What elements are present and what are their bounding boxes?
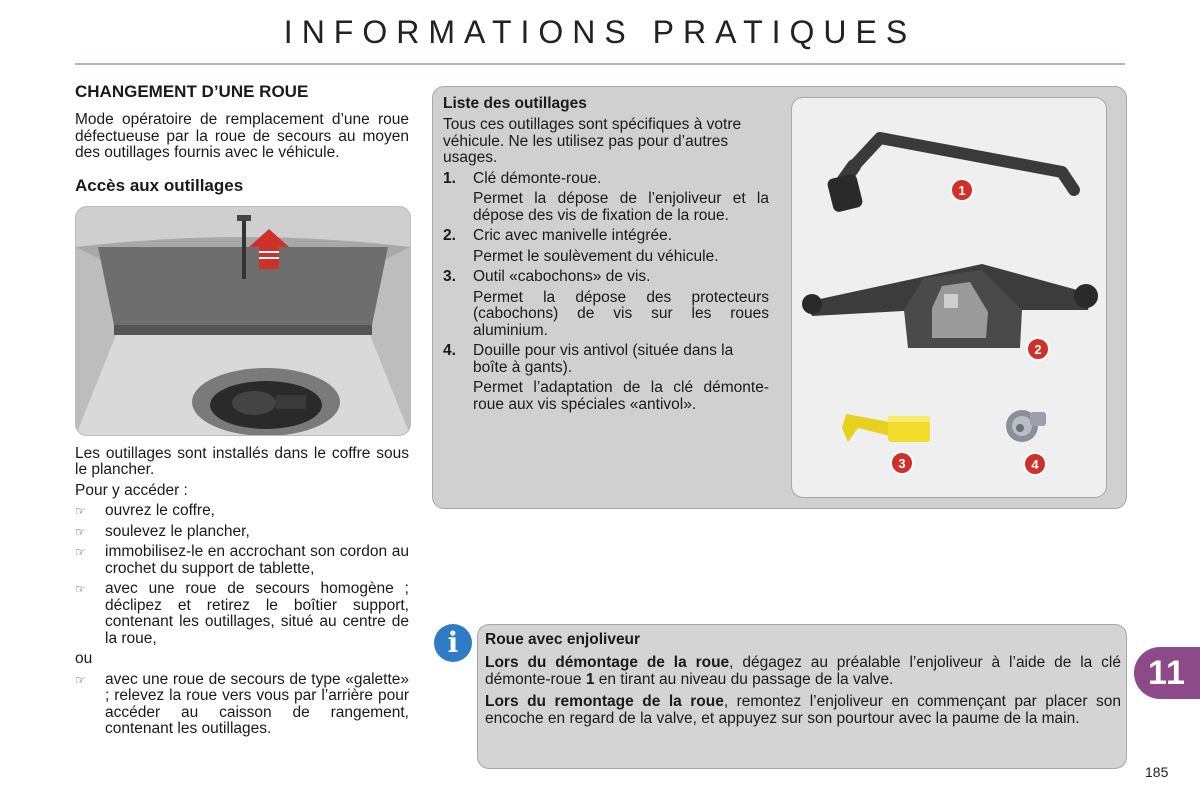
pointing-hand-icon: ☞: [75, 672, 86, 687]
section-title: CHANGEMENT D’UNE ROUE: [75, 82, 309, 101]
svg-text:3: 3: [898, 456, 906, 471]
tools-heading: Liste des outillages: [443, 95, 587, 112]
chapter-tab[interactable]: 11: [1134, 647, 1200, 699]
tools-panel: [432, 86, 1127, 509]
tools-intro: Tous ces outillages sont spécifiques à votre véhicule. Ne les utilisez pas pour d’autres usages.: [443, 116, 742, 166]
tools-list: [443, 95, 769, 417]
access-steps: [75, 503, 409, 647]
info-paragraph-refit: Lors du remontage de la roue, remontez l’enjoliveur en commençant par placer son encoche en regard de la valve, et appuyez sur son pourtour avec la paume de la main.: [485, 693, 1121, 727]
info-title: Roue avec enjoliveur: [485, 631, 641, 648]
list-item: ☞ soulevez le plancher,: [75, 522, 250, 540]
header-divider: [75, 63, 1125, 65]
marker-4: [1024, 453, 1046, 475]
intro-paragraph: Mode opératoire de remplacement d’une roue défectueuse par la roue de secours au moyen des outillages fournis avec le véhicule.: [75, 111, 409, 161]
tool-name: Douille pour vis antivol (située dans la boîte à gants).: [473, 342, 734, 376]
tool-description: Permet la dépose de l’enjoliveur et la dépose des vis de fixation de la roue.: [473, 190, 769, 224]
cap-tool-icon: [842, 414, 930, 442]
marker-3: [891, 452, 913, 474]
tool-number: 2.: [443, 227, 456, 244]
access-subtitle: Accès aux outillages: [75, 175, 244, 195]
info-panel: [477, 624, 1127, 769]
tool-description: Permet la dépose des protecteurs (cabochons) de vis sur les roues aluminium.: [473, 288, 769, 339]
page-header-title: INFORMATIONS PRATIQUES: [283, 14, 917, 50]
tool-description: Permet l’adaptation de la clé démonte-roue aux vis spéciales «antivol».: [473, 379, 769, 413]
socket-icon: [1006, 410, 1046, 442]
tool-description: Permet le soulèvement du véhicule.: [473, 247, 719, 265]
pointing-hand-icon: ☞: [75, 524, 86, 539]
installed-text: Les outillages sont installés dans le coffre sous le plancher.: [75, 444, 409, 478]
wheel-brace-icon: [826, 138, 1074, 213]
svg-text:2: 2: [1034, 342, 1042, 357]
tool-number: 3.: [443, 268, 456, 285]
svg-text:1: 1: [958, 183, 966, 198]
list-item: ☞ avec une roue de secours homogène ; déclipez et retirez le boîtier support, contenant les outillages, situé au centre de la roue,: [75, 580, 409, 647]
marker-1: [951, 179, 973, 201]
marker-2: [1027, 338, 1049, 360]
tool-item: [443, 343, 769, 413]
tool-item: [443, 171, 769, 225]
pointing-hand-icon: ☞: [75, 582, 86, 596]
tool-name: Outil «cabochons» de vis.: [473, 268, 651, 285]
info-paragraph-removal: Lors du démontage de la roue, dégagez au préalable l’enjoliveur à l’aide de la clé démonte-roue 1 en tirant au niveau du passage de la valve.: [485, 654, 1121, 688]
alt-steps: [75, 672, 409, 738]
jack-icon: [802, 264, 1098, 348]
svg-text:4: 4: [1031, 457, 1039, 472]
tool-item: [443, 228, 769, 265]
left-column: [75, 82, 409, 742]
tool-number: 1.: [443, 169, 456, 187]
page-number: 185: [1145, 764, 1169, 780]
info-icon: i: [434, 624, 472, 662]
tool-item: [443, 269, 769, 339]
tool-number: 4.: [443, 342, 456, 359]
pointing-hand-icon: ☞: [75, 545, 86, 559]
list-item: ☞ ouvrez le coffre,: [75, 502, 215, 519]
tools-illustration: [791, 97, 1107, 498]
or-separator: ou: [75, 650, 93, 667]
list-item: ☞ avec une roue de secours de type «galette» ; relevez la roue vers vous par l’arrière pour accéder au caisson de rangement, contenant les outillages.: [75, 670, 409, 737]
list-item: ☞ immobilisez-le en accrochant son cordon au crochet du support de tablette,: [75, 543, 409, 577]
tool-name: Cric avec manivelle intégrée.: [473, 227, 673, 244]
trunk-illustration: [75, 206, 411, 436]
tool-name: Clé démonte-roue.: [473, 169, 602, 187]
access-prompt: Pour y accéder :: [75, 481, 188, 499]
pointing-hand-icon: ☞: [75, 504, 86, 518]
